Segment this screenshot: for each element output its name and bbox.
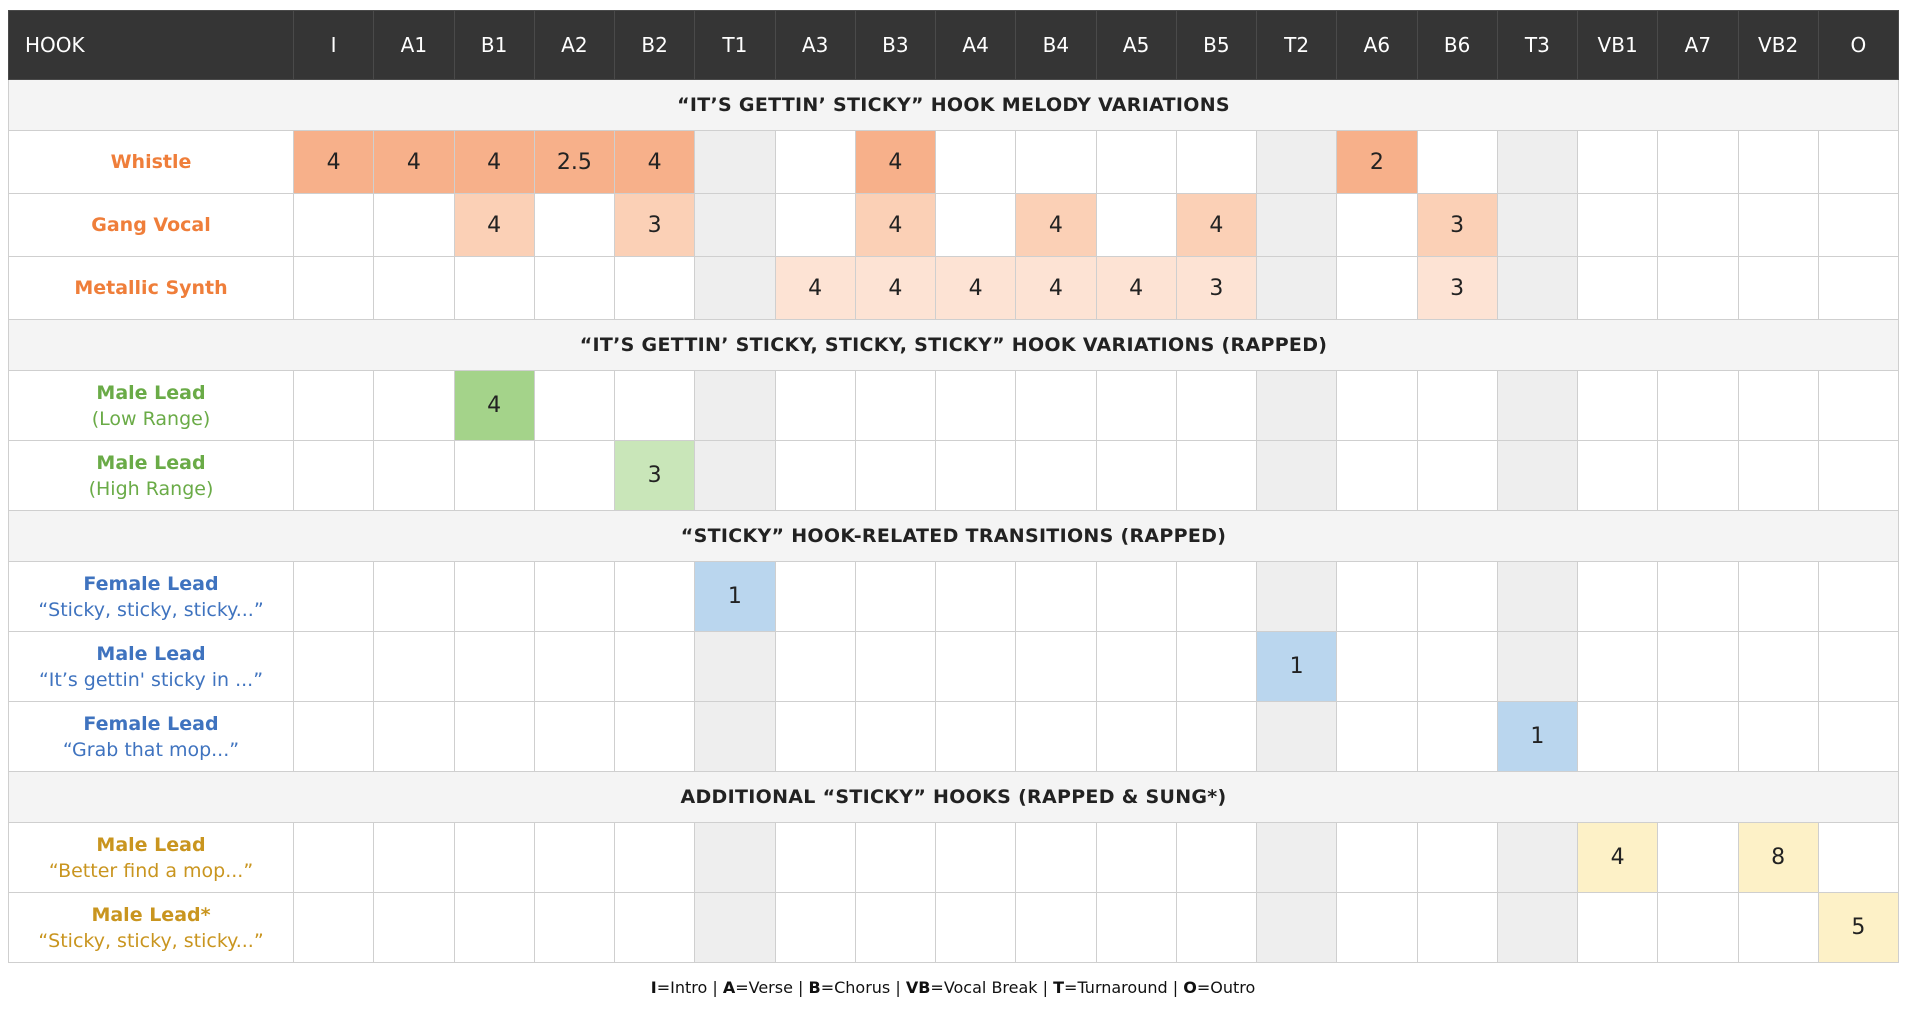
cell-t1 — [695, 632, 775, 702]
cell-t3 — [1497, 893, 1577, 963]
cell-vb1 — [1578, 257, 1658, 320]
cell-b1 — [454, 632, 534, 702]
row-label-title: Whistle — [110, 151, 192, 173]
cell-b1 — [454, 441, 534, 511]
cell-a5: 4 — [1096, 257, 1176, 320]
cell-a4 — [936, 562, 1016, 632]
legend-footer — [0, 978, 1906, 997]
cell-a3: 4 — [775, 257, 855, 320]
cell-vb1: 4 — [1578, 823, 1658, 893]
cell-a6 — [1337, 441, 1417, 511]
section-header-row — [9, 511, 1899, 562]
cell-b2: 3 — [615, 441, 695, 511]
cell-a7 — [1658, 257, 1738, 320]
cell-a3 — [775, 371, 855, 441]
cell-a6 — [1337, 371, 1417, 441]
cell-t2 — [1257, 371, 1337, 441]
cell-a7 — [1658, 702, 1738, 772]
row-label-title: Female Lead — [83, 572, 219, 595]
row-label — [9, 194, 294, 257]
cell-b6 — [1417, 562, 1497, 632]
cell-a5 — [1096, 441, 1176, 511]
legend-text: =Verse — [735, 978, 793, 997]
legend-text: =Outro — [1196, 978, 1256, 997]
legend-item — [1183, 978, 1255, 997]
legend-separator: | — [1037, 978, 1054, 997]
cell-b4 — [1016, 702, 1096, 772]
legend-separator: | — [707, 978, 723, 997]
legend-separator: | — [890, 978, 906, 997]
section-title: “STICKY” HOOK-RELATED TRANSITIONS (RAPPED) — [9, 511, 1899, 562]
column-header-o: O — [1818, 11, 1898, 80]
cell-b5 — [1176, 562, 1256, 632]
cell-a2 — [534, 632, 614, 702]
column-header-a3: A3 — [775, 11, 855, 80]
table-row — [9, 441, 1899, 511]
cell-b2 — [615, 371, 695, 441]
cell-t2 — [1257, 131, 1337, 194]
row-label-subtitle: “It’s gettin' sticky in ...” — [38, 668, 264, 691]
cell-a1 — [374, 632, 454, 702]
column-header-t1: T1 — [695, 11, 775, 80]
row-label-title: Male Lead — [96, 642, 206, 665]
section-title: ADDITIONAL “STICKY” HOOKS (RAPPED & SUNG*) — [9, 772, 1899, 823]
cell-a3 — [775, 893, 855, 963]
section-header-row — [9, 80, 1899, 131]
cell-b1: 4 — [454, 371, 534, 441]
legend-key: B — [808, 978, 821, 997]
cell-a5 — [1096, 194, 1176, 257]
cell-b6 — [1417, 441, 1497, 511]
cell-b4 — [1016, 371, 1096, 441]
cell-a5 — [1096, 632, 1176, 702]
cell-b5 — [1176, 702, 1256, 772]
table-row — [9, 131, 1899, 194]
cell-a3 — [775, 562, 855, 632]
row-label-title: Male Lead* — [91, 903, 211, 926]
row-label — [9, 131, 294, 194]
cell-a5 — [1096, 131, 1176, 194]
cell-a4 — [936, 371, 1016, 441]
cell-b6 — [1417, 371, 1497, 441]
cell-a6 — [1337, 823, 1417, 893]
cell-b3: 4 — [855, 131, 935, 194]
cell-t1 — [695, 893, 775, 963]
cell-b5 — [1176, 893, 1256, 963]
cell-o — [1818, 131, 1898, 194]
cell-b3 — [855, 893, 935, 963]
row-label-title: Male Lead — [96, 451, 206, 474]
cell-vb1 — [1578, 441, 1658, 511]
legend-text: =Chorus — [820, 978, 891, 997]
cell-t2 — [1257, 702, 1337, 772]
cell-a2 — [534, 371, 614, 441]
cell-vb1 — [1578, 893, 1658, 963]
legend-text: =Turnaround — [1064, 978, 1168, 997]
legend-key: A — [722, 978, 736, 997]
cell-a5 — [1096, 702, 1176, 772]
row-label-title: Female Lead — [83, 712, 219, 735]
cell-t3 — [1497, 371, 1577, 441]
cell-a4: 4 — [936, 257, 1016, 320]
legend-text: =Vocal Break — [930, 978, 1038, 997]
legend-item — [906, 978, 1038, 997]
cell-a4 — [936, 131, 1016, 194]
cell-a7 — [1658, 823, 1738, 893]
cell-b3: 4 — [855, 257, 935, 320]
row-label — [9, 632, 294, 702]
column-header-a6: A6 — [1337, 11, 1417, 80]
cell-t1: 1 — [695, 562, 775, 632]
cell-b3 — [855, 441, 935, 511]
table-row — [9, 702, 1899, 772]
cell-vb2 — [1738, 441, 1818, 511]
cell-t3 — [1497, 562, 1577, 632]
cell-a4 — [936, 702, 1016, 772]
column-header-a1: A1 — [374, 11, 454, 80]
row-label — [9, 257, 294, 320]
cell-b5 — [1176, 441, 1256, 511]
cell-a2 — [534, 893, 614, 963]
legend-text: =Intro — [656, 978, 708, 997]
legend-item — [809, 978, 891, 997]
cell-vb1 — [1578, 702, 1658, 772]
cell-vb2 — [1738, 371, 1818, 441]
cell-a6: 2 — [1337, 131, 1417, 194]
column-header-b2: B2 — [615, 11, 695, 80]
cell-b6 — [1417, 632, 1497, 702]
cell-a4 — [936, 823, 1016, 893]
cell-a1 — [374, 371, 454, 441]
cell-o — [1818, 823, 1898, 893]
cell-b1 — [454, 823, 534, 893]
column-header-vb2: VB2 — [1738, 11, 1818, 80]
cell-a6 — [1337, 194, 1417, 257]
cell-a6 — [1337, 562, 1417, 632]
cell-o — [1818, 371, 1898, 441]
section-header-row — [9, 320, 1899, 371]
cell-b5 — [1176, 371, 1256, 441]
column-header-a2: A2 — [534, 11, 614, 80]
cell-i — [294, 257, 374, 320]
cell-vb2: 8 — [1738, 823, 1818, 893]
row-label — [9, 441, 294, 511]
cell-a2 — [534, 257, 614, 320]
cell-t2 — [1257, 893, 1337, 963]
cell-a2 — [534, 441, 614, 511]
cell-a7 — [1658, 131, 1738, 194]
column-header-vb1: VB1 — [1578, 11, 1658, 80]
legend-key: VB — [905, 978, 931, 997]
cell-t1 — [695, 823, 775, 893]
row-label — [9, 371, 294, 441]
cell-i — [294, 702, 374, 772]
column-header-b1: B1 — [454, 11, 534, 80]
cell-b6 — [1417, 893, 1497, 963]
cell-a5 — [1096, 371, 1176, 441]
cell-b5 — [1176, 131, 1256, 194]
cell-b1: 4 — [454, 194, 534, 257]
table-row — [9, 194, 1899, 257]
cell-o — [1818, 702, 1898, 772]
legend-separator: | — [1167, 978, 1184, 997]
cell-t1 — [695, 194, 775, 257]
cell-o — [1818, 194, 1898, 257]
column-header-a7: A7 — [1658, 11, 1738, 80]
section-title: “IT’S GETTIN’ STICKY” HOOK MELODY VARIATIONS — [9, 80, 1899, 131]
cell-vb2 — [1738, 131, 1818, 194]
cell-a5 — [1096, 823, 1176, 893]
cell-a7 — [1658, 371, 1738, 441]
cell-b6: 3 — [1417, 257, 1497, 320]
column-header-a5: A5 — [1096, 11, 1176, 80]
cell-vb2 — [1738, 632, 1818, 702]
cell-a3 — [775, 823, 855, 893]
hook-table — [8, 10, 1899, 963]
cell-o — [1818, 632, 1898, 702]
cell-a4 — [936, 441, 1016, 511]
table-row — [9, 893, 1899, 963]
cell-b4 — [1016, 562, 1096, 632]
cell-a1 — [374, 441, 454, 511]
cell-t3 — [1497, 131, 1577, 194]
cell-b5 — [1176, 632, 1256, 702]
cell-b4: 4 — [1016, 257, 1096, 320]
cell-b4 — [1016, 632, 1096, 702]
cell-a5 — [1096, 562, 1176, 632]
cell-b4: 4 — [1016, 194, 1096, 257]
cell-a4 — [936, 632, 1016, 702]
cell-b2 — [615, 823, 695, 893]
cell-b1 — [454, 562, 534, 632]
cell-a6 — [1337, 257, 1417, 320]
cell-a1 — [374, 194, 454, 257]
cell-vb2 — [1738, 257, 1818, 320]
cell-vb1 — [1578, 131, 1658, 194]
cell-b6: 3 — [1417, 194, 1497, 257]
cell-i — [294, 823, 374, 893]
row-label — [9, 562, 294, 632]
cell-b3 — [855, 562, 935, 632]
cell-b3 — [855, 702, 935, 772]
column-header-a4: A4 — [936, 11, 1016, 80]
cell-a6 — [1337, 702, 1417, 772]
cell-b1 — [454, 257, 534, 320]
header-row — [9, 11, 1899, 80]
cell-vb1 — [1578, 371, 1658, 441]
cell-a2 — [534, 823, 614, 893]
column-header-t3: T3 — [1497, 11, 1577, 80]
cell-o — [1818, 441, 1898, 511]
cell-a6 — [1337, 632, 1417, 702]
row-label-title: Gang Vocal — [91, 214, 211, 236]
cell-t2 — [1257, 562, 1337, 632]
row-label-subtitle: “Better find a mop...” — [48, 859, 254, 882]
cell-a2 — [534, 562, 614, 632]
cell-i — [294, 893, 374, 963]
cell-b4 — [1016, 131, 1096, 194]
cell-a3 — [775, 441, 855, 511]
cell-i — [294, 562, 374, 632]
cell-b2: 4 — [615, 131, 695, 194]
cell-b1: 4 — [454, 131, 534, 194]
cell-vb1 — [1578, 562, 1658, 632]
row-label-subtitle: “Sticky, sticky, sticky...” — [38, 598, 264, 621]
cell-a3 — [775, 702, 855, 772]
cell-b4 — [1016, 823, 1096, 893]
cell-i — [294, 371, 374, 441]
cell-t1 — [695, 131, 775, 194]
column-header-b3: B3 — [855, 11, 935, 80]
cell-b2 — [615, 702, 695, 772]
cell-i — [294, 441, 374, 511]
cell-a1 — [374, 702, 454, 772]
cell-vb1 — [1578, 632, 1658, 702]
cell-b2 — [615, 893, 695, 963]
cell-a2: 2.5 — [534, 131, 614, 194]
cell-o: 5 — [1818, 893, 1898, 963]
cell-a7 — [1658, 441, 1738, 511]
cell-a1 — [374, 562, 454, 632]
section-header-row — [9, 772, 1899, 823]
cell-t3 — [1497, 441, 1577, 511]
cell-i — [294, 194, 374, 257]
cell-a6 — [1337, 893, 1417, 963]
column-header-b6: B6 — [1417, 11, 1497, 80]
cell-a2 — [534, 194, 614, 257]
cell-t3 — [1497, 823, 1577, 893]
row-label-subtitle: “Grab that mop...” — [62, 738, 240, 761]
cell-t1 — [695, 371, 775, 441]
cell-i: 4 — [294, 131, 374, 194]
cell-a5 — [1096, 893, 1176, 963]
row-label-title: Metallic Synth — [74, 277, 228, 299]
cell-t2 — [1257, 257, 1337, 320]
row-label — [9, 823, 294, 893]
cell-b4 — [1016, 893, 1096, 963]
cell-b3 — [855, 823, 935, 893]
cell-a3 — [775, 632, 855, 702]
cell-a7 — [1658, 893, 1738, 963]
cell-b2: 3 — [615, 194, 695, 257]
column-header-b5: B5 — [1176, 11, 1256, 80]
legend-separator: | — [792, 978, 809, 997]
row-label-subtitle: (High Range) — [88, 477, 214, 500]
column-header-i: I — [294, 11, 374, 80]
cell-t3 — [1497, 257, 1577, 320]
table-row — [9, 632, 1899, 702]
hook-table-container — [8, 10, 1898, 963]
section-title: “IT’S GETTIN’ STICKY, STICKY, STICKY” HOOK VARIATIONS (RAPPED) — [9, 320, 1899, 371]
cell-vb2 — [1738, 562, 1818, 632]
cell-b3 — [855, 632, 935, 702]
cell-a4 — [936, 893, 1016, 963]
cell-b5: 4 — [1176, 194, 1256, 257]
row-label-subtitle: “Sticky, sticky, sticky...” — [38, 929, 264, 952]
cell-b2 — [615, 257, 695, 320]
legend-key: O — [1183, 978, 1197, 997]
row-label — [9, 702, 294, 772]
cell-a7 — [1658, 632, 1738, 702]
cell-b2 — [615, 632, 695, 702]
legend-key: I — [650, 978, 657, 997]
cell-a1 — [374, 893, 454, 963]
cell-vb2 — [1738, 194, 1818, 257]
cell-a1 — [374, 257, 454, 320]
cell-b5: 3 — [1176, 257, 1256, 320]
cell-a7 — [1658, 194, 1738, 257]
cell-t3 — [1497, 194, 1577, 257]
table-row — [9, 823, 1899, 893]
cell-a7 — [1658, 562, 1738, 632]
column-header-t2: T2 — [1257, 11, 1337, 80]
cell-t3: 1 — [1497, 702, 1577, 772]
cell-o — [1818, 257, 1898, 320]
cell-a3 — [775, 194, 855, 257]
column-header-b4: B4 — [1016, 11, 1096, 80]
cell-b3: 4 — [855, 194, 935, 257]
cell-t2 — [1257, 441, 1337, 511]
cell-b3 — [855, 371, 935, 441]
cell-t2: 1 — [1257, 632, 1337, 702]
legend-item — [1053, 978, 1168, 997]
table-row — [9, 562, 1899, 632]
cell-b6 — [1417, 823, 1497, 893]
cell-t2 — [1257, 823, 1337, 893]
cell-a2 — [534, 702, 614, 772]
row-label — [9, 893, 294, 963]
cell-b5 — [1176, 823, 1256, 893]
cell-t1 — [695, 702, 775, 772]
cell-a3 — [775, 131, 855, 194]
cell-t2 — [1257, 194, 1337, 257]
cell-o — [1818, 562, 1898, 632]
cell-b6 — [1417, 702, 1497, 772]
legend-key: T — [1053, 978, 1065, 997]
cell-vb2 — [1738, 702, 1818, 772]
cell-i — [294, 632, 374, 702]
cell-a1: 4 — [374, 131, 454, 194]
table-row — [9, 257, 1899, 320]
cell-b2 — [615, 562, 695, 632]
cell-b1 — [454, 702, 534, 772]
cell-t1 — [695, 257, 775, 320]
cell-b4 — [1016, 441, 1096, 511]
cell-b6 — [1417, 131, 1497, 194]
legend-item — [723, 978, 793, 997]
row-label-subtitle: (Low Range) — [91, 407, 211, 430]
cell-vb2 — [1738, 893, 1818, 963]
cell-t1 — [695, 441, 775, 511]
row-label-title: Male Lead — [96, 833, 206, 856]
cell-t3 — [1497, 632, 1577, 702]
header-hook: HOOK — [9, 11, 294, 80]
cell-vb1 — [1578, 194, 1658, 257]
legend-item — [651, 978, 708, 997]
cell-a4 — [936, 194, 1016, 257]
table-row — [9, 371, 1899, 441]
row-label-title: Male Lead — [96, 381, 206, 404]
cell-a1 — [374, 823, 454, 893]
cell-b1 — [454, 893, 534, 963]
